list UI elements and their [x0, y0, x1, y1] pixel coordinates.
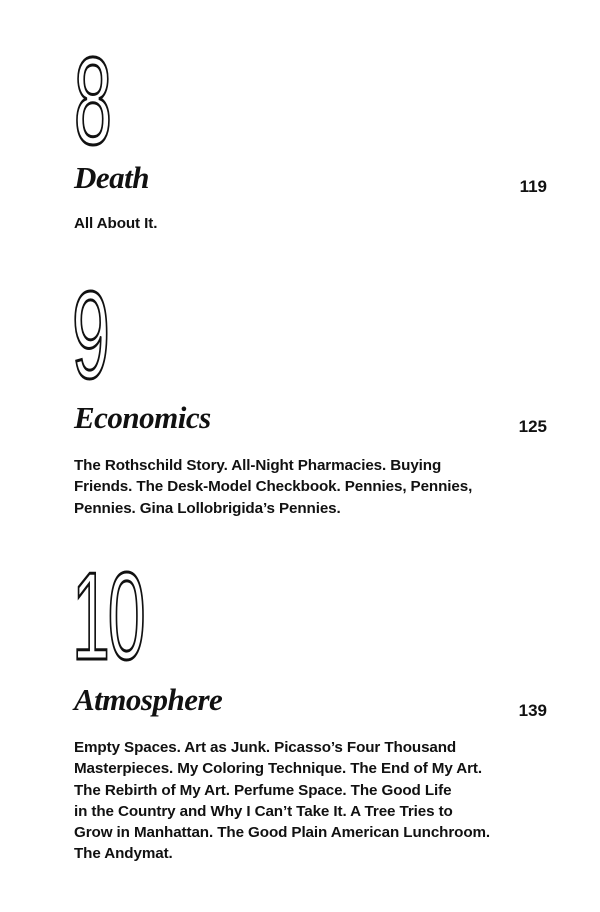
chapter-10-number: 10 — [72, 548, 144, 686]
chapter-8-page-number: 119 — [519, 177, 547, 196]
chapter-10-description: Empty Spaces. Art as Junk. Picasso’s Four Thousand Masterpieces. My Coloring Technique. The End of My Art. The Rebirth of My Art. Perfume Space. The Good Life in the Country and Why I Can’t Take It. A Tree Tries to Grow in Manhattan. The Good Plain American Lunchroom. The Andymat. — [74, 739, 491, 863]
chapter-9-description: The Rothschild Story. All-Night Pharmacies. Buying Friends. The Desk-Model Checkbook. Pennies, Pennies, Pennies. Gina Lollobrigida’s Pennies. — [74, 457, 473, 517]
chapter-10-page-number: 139 — [518, 701, 547, 720]
chapter-8-description: All About It. — [74, 215, 158, 232]
chapter-10-title: Atmosphere — [74, 682, 223, 717]
chapter-9-page-number: 125 — [518, 417, 547, 436]
chapter-9-title: Economics — [74, 400, 211, 435]
chapter-8-number: 8 — [74, 33, 109, 171]
chapter-9-number: 9 — [72, 267, 107, 405]
chapter-8-title: Death — [74, 160, 149, 195]
